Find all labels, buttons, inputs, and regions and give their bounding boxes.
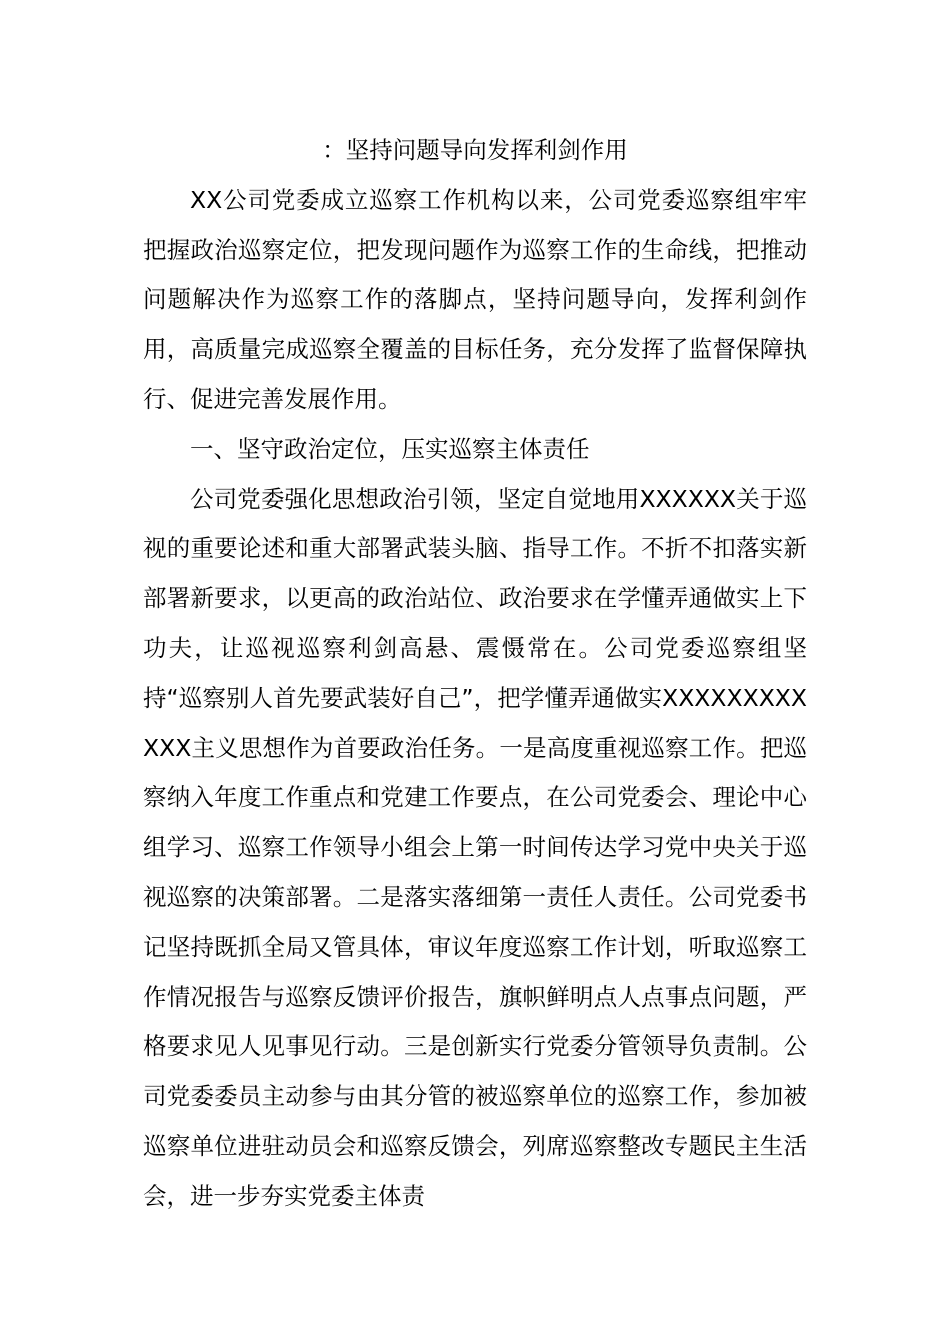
section-heading-1: 一、坚守政治定位，压实巡察主体责任 [190,434,590,463]
document-title: ：坚持问题导向发挥利剑作用 [322,136,628,164]
section-1-paragraph: 公司党委强化思想政治引领，坚定自觉地用XXXXXX关于巡视的重要论述和重大部署武装头脑、指导工作。不折不扣落实新部署新要求，以更高的政治站位、政治要求在学懂弄通做实上下功夫，让巡视巡察利剑高悬、震慑常在。公司党委巡察组坚持“巡察别人首先要武装好自己”，把学懂弄通做实XXXXXXXXXXXX主义思想作为首要政治任务。一是高度重视巡察工作。把巡察纳入年度工作重点和党建工作要点，在公司党委会、理论中心组学习、巡察工作领导小组会上第一时间传达学习党中央关于巡视巡察的决策部署。二是落实落细第一责任人责任。公司党委书记坚持既抓全局又管具体，审议年度巡察工作计划，听取巡察工作情况报告与巡察反馈评价报告，旗帜鲜明点人点事点问题，严格要求见人见事见行动。三是创新实行党委分管领导负责制。公司党委委员主动参与由其分管的被巡察单位的巡察工作，参加被巡察单位进驻动员会和巡察反馈会，列席巡察整改专题民主生活会，进一步夯实党委主体责 [143,484,807,1210]
document-body [143,126,807,1222]
intro-paragraph: XX公司党委成立巡察工作机构以来，公司党委巡察组牢牢把握政治巡察定位，把发现问题作为巡察工作的生命线，把推动问题解决作为巡察工作的落脚点，坚持问题导向，发挥利剑作用，高质量完成巡察全覆盖的目标任务，充分发挥了监督保障执行、促进完善发展作用。 [143,185,807,413]
